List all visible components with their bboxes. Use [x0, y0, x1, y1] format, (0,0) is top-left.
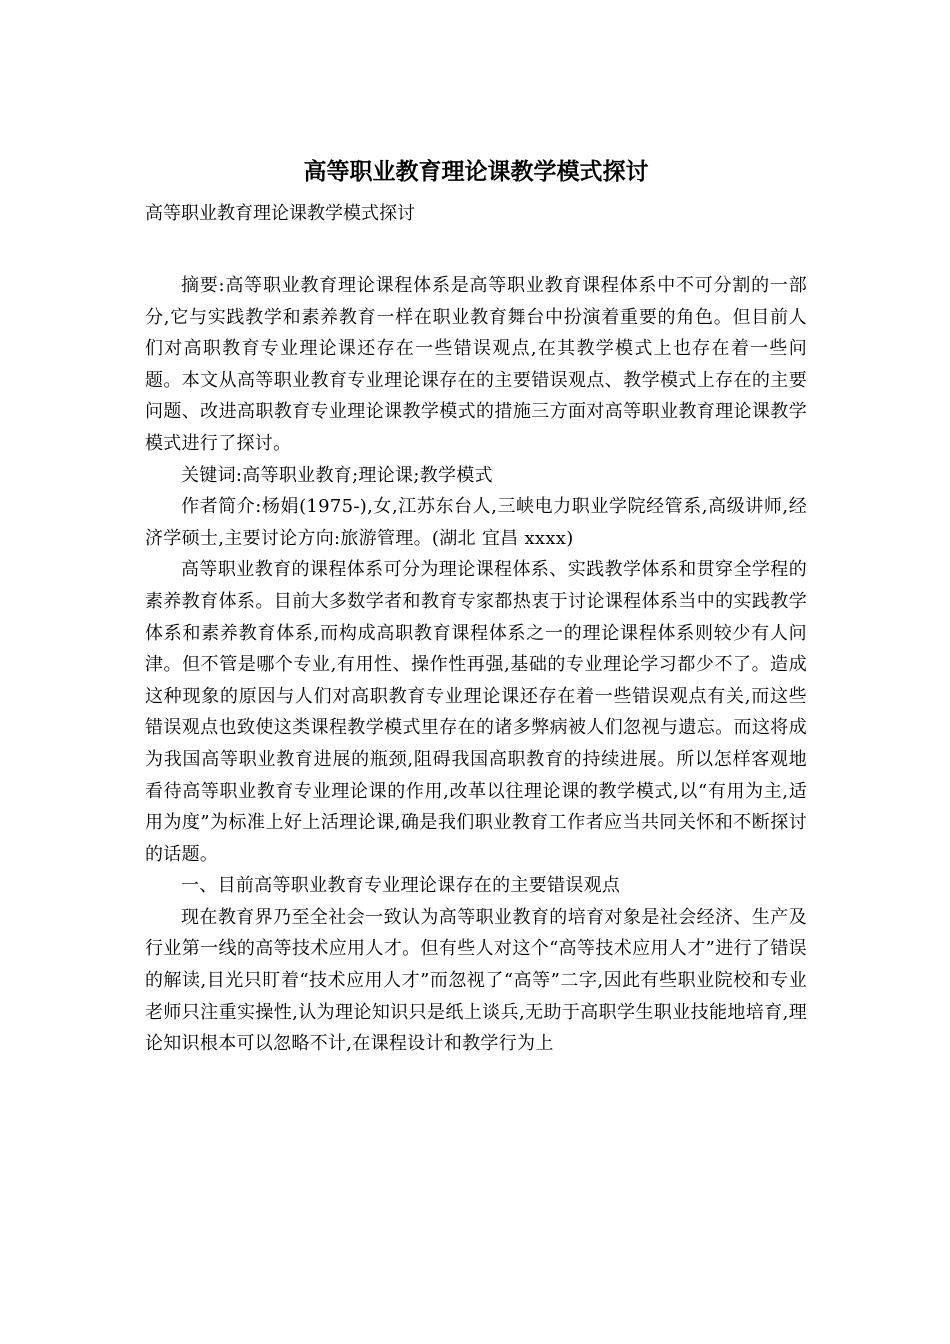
body-paragraph: 现在教育界乃至全社会一致认为高等职业教育的培育对象是社会经济、生产及行业第一线的高等技术应用人才。但有些人对这个“高等技术应用人才”进行了错误的解读,目光只盯着“技术应用人才”而忽视了“高等”二字,因此有些职业院校和专业老师只注重实操性,认为理论知识只是纸上谈兵,无助于高职学生职业技能地培育,理论知识根本可以忽略不计,在课程设计和教学行为上	[145, 906, 807, 1055]
document-subtitle: 高等职业教育理论课教学模式探讨	[145, 203, 415, 224]
document-title: 高等职业教育理论课教学模式探讨	[303, 158, 649, 185]
keywords-paragraph: 关键词:高等职业教育;理论课;教学模式	[181, 464, 493, 486]
intro-paragraph: 高等职业教育的课程体系可分为理论课程体系、实践教学体系和贯穿全学程的素养教育体系。目前大多数学者和教育专家都热衷于讨论课程体系当中的实践教学体系和素养教育体系,而构成高职教育课程体系之一的理论课程体系则较少有人问津。但不管是哪个专业,有用性、操作性再强,基础的专业理论学习都少不了。造成这种现象的原因与人们对高职教育专业理论课还存在着一些错误观点有关,而这些错误观点也致使这类课程教学模式里存在的诸多弊病被人们忽视与遗忘。而这将成为我国高等职业教育进展的瓶颈,阻碍我国高职教育的持续进展。所以怎样客观地看待高等职业教育专业理论课的作用,改革以往理论课的教学模式,以“有用为主,适用为度”为标准上好上活理论课,确是我们职业教育工作者应当共同关怀和不断探讨的话题。	[145, 559, 807, 865]
section-heading: 一、目前高等职业教育专业理论课存在的主要错误观点	[181, 875, 621, 897]
abstract-paragraph: 摘要:高等职业教育理论课程体系是高等职业教育课程体系中不可分割的一部分,它与实践教学和素养教育一样在职业教育舞台中扮演着重要的角色。但目前人们对高职教育专业理论课还存在一些错误观点,在其教学模式上也存在着一些问题。本文从高等职业教育专业理论课存在的主要错误观点、教学模式上存在的主要问题、改进高职教育专业理论课教学模式的措施三方面对高等职业教育理论课教学模式进行了探讨。	[145, 275, 807, 454]
document-body	[145, 270, 807, 1060]
author-bio-paragraph: 作者简介:杨娟(1975-),女,江苏东台人,三峡电力职业学院经管系,高级讲师,经济学硕士,主要讨论方向:旅游管理。(湖北 宜昌 xxxx)	[145, 496, 807, 549]
